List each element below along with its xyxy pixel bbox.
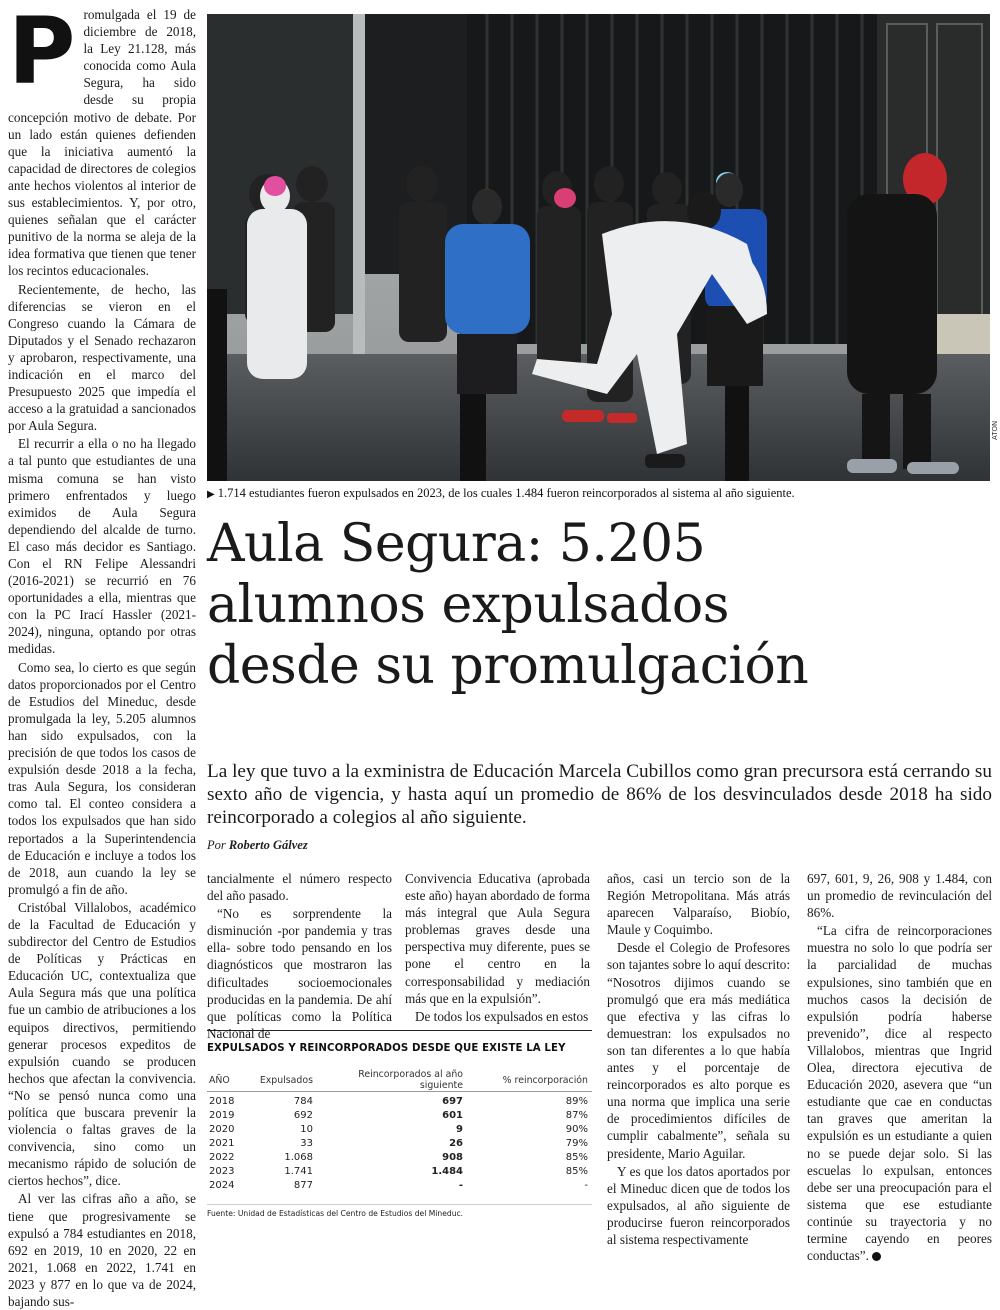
column-5 [807, 870, 992, 1264]
cell-reincorporated: 697 [442, 1096, 463, 1108]
deck: La ley que tuvo a la exministra de Educación Marcela Cubillos como gran precursora está cerrando su sexto año de vigencia, y hasta aquí un promedio de 86% de los desvinculados desde 2018 ha sido reincorporado a colegios al año siguiente. [207, 761, 992, 828]
cell-expelled: 1.741 [284, 1166, 313, 1177]
end-mark-icon [872, 1252, 881, 1261]
left-column [8, 0, 196, 1310]
cell-year: 2024 [209, 1180, 235, 1191]
header-expelled: Expulsados [255, 1069, 317, 1092]
table-row [207, 1123, 592, 1137]
paragraph [807, 922, 992, 1264]
table-row [207, 1109, 592, 1123]
paragraph: El recurrir a ella o no ha llegado a tal punto que estudiantes de una misma comuna se han visto primero enfrentados y luego eximidos de Aula Segura dependiendo del alcalde de turno. El caso más decidor es Santiago. Con el RN Felipe Alessandri (2016-2021) se recurrió en 76 oportunidades a ella, mientras que con la PC Irací Hassler (2021-2024), ninguna, optando por otras medidas. [8, 436, 196, 657]
caption-text: 1.714 estudiantes fueron expulsados en 2023, de los cuales 1.484 fueron reincorporados al sistema al año siguiente. [217, 486, 795, 500]
paragraph: Y es que los datos aportados por el Mineduc dicen que de todos los expulsados, al año siguiente de producirse fueron reincorporados al sistema respectivamente [607, 1163, 790, 1247]
headline [207, 514, 990, 697]
column-3 [405, 870, 590, 1024]
cell-reincorporated: 908 [442, 1152, 463, 1163]
table-header-row [207, 1069, 592, 1092]
headline-line-1: Aula Segura: 5.205 [207, 514, 706, 574]
cell-expelled: 692 [293, 1110, 313, 1121]
cell-year: 2020 [209, 1124, 235, 1135]
column-4 [607, 870, 790, 1247]
table-row [207, 1137, 592, 1151]
byline-author: Roberto Gálvez [228, 838, 308, 852]
cell-percent: 79% [565, 1138, 588, 1149]
table-row [207, 1092, 592, 1109]
cell-reincorporated: 1.484 [431, 1166, 463, 1177]
header-year: AÑO [207, 1069, 255, 1092]
stats-table-box [207, 1030, 592, 1240]
paragraph: tancialmente el número respecto del año pasado. [207, 871, 392, 904]
cell-reincorporated: 26 [449, 1138, 463, 1149]
cell-percent: - [584, 1180, 588, 1191]
photo-credit: ATON [991, 420, 999, 440]
cell-percent: 90% [565, 1124, 588, 1135]
cell-expelled: 784 [293, 1096, 313, 1108]
paragraph: Como sea, lo cierto es que según datos proporcionados por el Centro de Estudios del Mineduc, desde promulgada la ley, 5.205 alumnos han sido expulsados, con la precisión de que todos los casos de expulsión desde 2018 a la fecha, tras Aula Segura, los consideran como tal. El conteo considera a todos los expulsados que han sido reportados a la Superintendencia de Educación e incluye a todos los de 2018, aun cuando la ley se promulgó a fin de año. [8, 659, 196, 897]
cell-percent: 85% [565, 1166, 588, 1177]
paragraph: Convivencia Educativa (aprobada este año) hayan abordado de forma más integral que Aula Segura problemas graves desde una perspectiva muy diferente, pues se pone el centro en la corresponsabilidad y mediación más que en la expulsión”. [405, 871, 590, 1006]
paragraph: “No es sorprendente la disminución -por pandemia y tras ella- sobre todo pensando en los diagnósticos que mostraron las dificultades socioemocionales producidas en la pandemia. De ahí que políticas como la Política Nacional de [207, 906, 392, 1041]
cell-reincorporated: - [458, 1180, 463, 1191]
table-title: EXPULSADOS Y REINCORPORADOS DESDE QUE EXISTE LA LEY [207, 1043, 566, 1054]
photo-illustration [207, 14, 990, 481]
paragraph: Desde el Colegio de Profesores son tajantes sobre lo aquí descrito: “Nosotros dijimos cuando se promulgó que era más mediática que efectiva y las cifras lo demuestran: los expulsados no son tan diferentes a lo que había antes y el porcentaje de reincorporados es alto porque es una norma que implica una serie de procedimientos difíciles de cumplir cabalmente”, señala su presidente, Mario Aguilar. [607, 940, 790, 1161]
closing-paragraph-text: “La cifra de reincorporaciones muestra no solo lo que podría ser la parcialidad de muchas expulsiones, sino también que en muchos casos la decisión de expulsión podría haberse prevenido”, dice al respecto Villalobos, mientras que Ingrid Olea, directora ejecutiva de Educación 2020, asevera que “un estudiante que cae en conductas tan graves que ameritan la expulsión es un estudiante a quien no se puede dejar solo. Si las escuelas lo expulsan, entonces debe ser una preocupación para el sistema que ese estudiante continúe su trayectoria y no termine cayendo en peores conductas”. [807, 923, 992, 1264]
caption-triangle-icon: ▶ [207, 489, 215, 500]
cell-year: 2023 [209, 1166, 235, 1177]
cell-percent: 87% [565, 1110, 588, 1121]
lead-paragraph [8, 0, 196, 280]
byline [207, 838, 308, 853]
photo-caption [207, 486, 990, 501]
paragraph: Al ver las cifras año a año, se tiene que progresivamente se expulsó a 784 estudiantes en 2018, 692 en 2019, 10 en 2020, 22 en 2021, 1.068 en 2022, 1.741 en 2023 y 877 en lo que va de 2024, bajando sus- [8, 1191, 196, 1310]
cell-year: 2019 [209, 1110, 235, 1121]
cell-year: 2018 [209, 1096, 235, 1108]
cell-reincorporated: 9 [456, 1124, 463, 1135]
byline-prefix: Por [207, 838, 226, 852]
table-row [207, 1151, 592, 1165]
cell-expelled: 877 [293, 1180, 313, 1191]
drop-cap: P [8, 0, 76, 105]
paragraph: Recientemente, de hecho, las diferencias se vieron en el Congreso cuando la Cámara de Diputados y el Senado rechazaron y aprobaron, respectivamente, una indicación en el marco del Presupuesto 2025 que impedía el acceso a la gratuidad a sancionados por Aula Segura. [8, 281, 196, 434]
headline-line-3: desde su promulgación [207, 636, 809, 696]
news-photo [207, 14, 990, 481]
cell-expelled: 1.068 [284, 1152, 313, 1163]
header-reincorporated: Reincorporados al año siguiente [317, 1069, 467, 1092]
stats-table [207, 1069, 592, 1193]
cell-expelled: 10 [300, 1124, 313, 1135]
paragraph: años, casi un tercio son de la Región Metropolitana. Más atrás aparecen Valparaíso, Biobío, Maule y Coquimbo. [607, 871, 790, 938]
paragraph: 697, 601, 9, 26, 908 y 1.484, con un promedio de revinculación del 86%. [807, 871, 992, 921]
table-row [207, 1165, 592, 1179]
cell-reincorporated: 601 [442, 1110, 463, 1121]
cell-percent: 85% [565, 1152, 588, 1163]
lead-paragraph-text: romulgada el 19 de diciembre de 2018, la Ley 21.128, más conocida como Aula Segura, ha sido desde su propia concepción motivo de debate. Por un lado están quienes defienden que la iniciativa aumentó la capacidad de directores de colegios ante hechos violentos al interior de sus establecimientos. Y, por otro, quienes señalan que el carácter punitivo de la norma se aleja de la idea formativa que tienen que tener los recintos educacionales. [8, 7, 196, 279]
paragraph: Cristóbal Villalobos, académico de la Facultad de Educación y subdirector del Centro de Estudios de Políticas y Prácticas en Educación UC, contextualiza que Aula Segura más que una política fue un cambio de atribuciones a los equipos directivos, permitiendo generar procesos expeditos de expulsión cuando se producen hechos que afectan la convivencia. “No se pensó nunca como una política que buscara prevenir la violencia o faltas graves de la convivencia, sino como un mecanismo rápido de solución de ciertos hechos”, dice. [8, 899, 196, 1189]
paragraph: De todos los expulsados en estos [415, 1008, 589, 1024]
column-2 [207, 870, 392, 1041]
cell-year: 2022 [209, 1152, 235, 1163]
table-row [207, 1179, 592, 1193]
cell-percent: 89% [565, 1096, 588, 1108]
cell-expelled: 33 [300, 1138, 313, 1149]
cell-year: 2021 [209, 1138, 235, 1149]
table-source: Fuente: Unidad de Estadísticas del Centro de Estudios del Mineduc. [207, 1204, 592, 1218]
header-percent: % reincorporación [467, 1069, 592, 1092]
headline-line-2: alumnos expulsados [207, 575, 729, 635]
